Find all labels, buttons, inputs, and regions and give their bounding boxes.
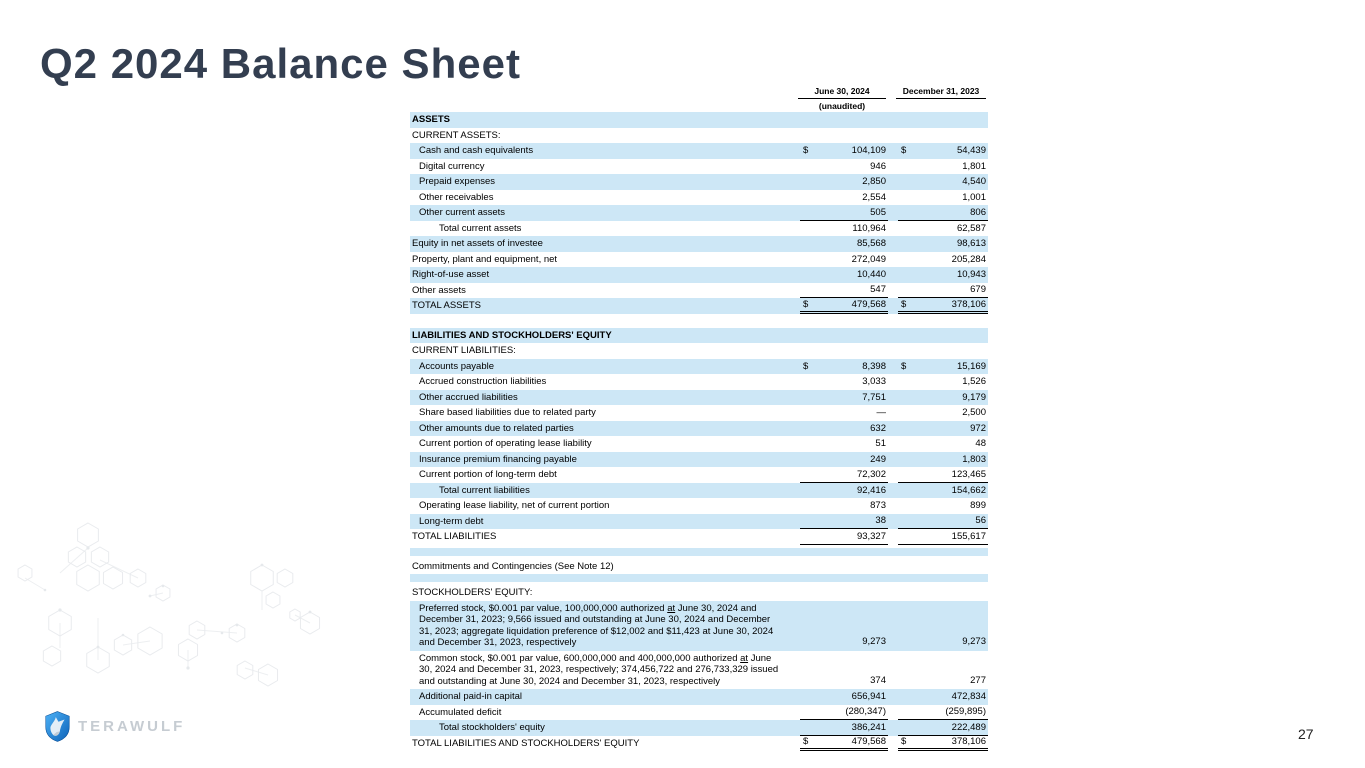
cell-value: 9,179 <box>962 391 986 403</box>
table-row <box>410 736 988 752</box>
subheader-row <box>410 100 988 112</box>
cell-value: 2,850 <box>862 176 886 187</box>
column-gap <box>888 720 898 736</box>
dollar-sign: $ <box>803 736 809 747</box>
value-cell <box>800 252 888 268</box>
column-gap <box>888 421 898 437</box>
cell-value: 123,465 <box>951 468 986 480</box>
value-cell <box>800 467 888 483</box>
value-cell <box>898 559 988 575</box>
table-row <box>410 221 988 237</box>
value-cell <box>800 359 888 375</box>
value-cell <box>800 405 888 421</box>
column-gap <box>888 159 898 175</box>
column-gap <box>888 267 898 283</box>
table-row <box>410 112 988 128</box>
row-label: Other assets <box>412 284 466 296</box>
page-number: 27 <box>1298 726 1314 742</box>
column-gap <box>888 514 898 530</box>
value-cell <box>898 498 988 514</box>
row-label: Operating lease liability, net of current portion <box>419 500 610 511</box>
cell-value: 92,416 <box>856 484 886 496</box>
row-label: Additional paid-in capital <box>419 691 522 702</box>
cell-value: 154,662 <box>951 484 986 496</box>
row-label: TOTAL LIABILITIES AND STOCKHOLDERS' EQUITY <box>412 737 640 749</box>
row-label: Preferred stock, $0.001 par value, 100,000,000 authorized at June 30, 2024 and December 31, 2023; 9,566 issued and outstanding at June 30, 2024 and December 31, 2023; aggregate liquidation preference of $12,002 and $11,423 at June 30, 2024 and December 31, 2023, respectively <box>419 602 774 648</box>
value-cell <box>898 653 988 688</box>
table-row <box>410 585 988 601</box>
cell-value: 48 <box>975 438 986 449</box>
dollar-sign: $ <box>803 298 809 310</box>
column-gap <box>888 174 898 190</box>
row-label: CURRENT LIABILITIES: <box>412 345 516 356</box>
column-gap <box>888 252 898 268</box>
value-cell <box>898 328 988 344</box>
cell-value: 10,943 <box>956 269 986 280</box>
value-cell <box>800 603 888 649</box>
cell-value: 1,803 <box>962 453 986 465</box>
table-row <box>410 252 988 268</box>
spacer-row <box>410 548 988 556</box>
cell-value: 378,106 <box>951 298 986 310</box>
value-cell <box>898 267 988 283</box>
value-cell <box>800 705 888 721</box>
dollar-sign: $ <box>901 145 907 156</box>
value-cell <box>800 112 888 128</box>
table-row <box>410 467 988 483</box>
cell-value: 9,273 <box>862 636 886 647</box>
dollar-sign: $ <box>803 145 809 156</box>
value-cell <box>898 514 988 530</box>
row-label: Current portion of long-term debt <box>419 469 557 480</box>
value-cell <box>898 112 988 128</box>
value-cell <box>800 298 888 314</box>
value-cell <box>800 343 888 359</box>
row-label: ASSETS <box>412 114 451 125</box>
row-label: Digital currency <box>419 160 485 172</box>
table-row <box>410 651 988 690</box>
cell-value: 54,439 <box>956 145 986 156</box>
value-cell <box>898 483 988 499</box>
row-label: Prepaid expenses <box>419 176 496 187</box>
column-header-june: June 30, 2024 <box>798 85 886 99</box>
row-label: Other accrued liabilities <box>419 391 518 403</box>
value-cell <box>800 374 888 390</box>
cell-value: 873 <box>870 500 886 511</box>
cell-value: 98,613 <box>956 238 986 249</box>
row-label: Long-term debt <box>419 515 484 527</box>
cell-value: — <box>876 407 886 418</box>
table-row <box>410 601 988 651</box>
value-cell <box>800 190 888 206</box>
cell-value: 946 <box>870 160 886 172</box>
value-cell <box>800 736 888 752</box>
table-row <box>410 298 988 314</box>
value-cell <box>800 267 888 283</box>
value-cell <box>898 205 988 221</box>
column-gap <box>888 559 898 575</box>
value-cell <box>898 298 988 314</box>
value-cell <box>800 514 888 530</box>
cell-value: 4,540 <box>962 176 986 187</box>
cell-value: 632 <box>870 422 886 434</box>
row-label: Insurance premium financing payable <box>419 453 577 465</box>
table-row <box>410 390 988 406</box>
value-cell <box>800 436 888 452</box>
table-row <box>410 405 988 421</box>
value-cell <box>898 374 988 390</box>
cell-value: 8,398 <box>862 360 886 372</box>
value-cell <box>800 221 888 237</box>
value-cell <box>898 159 988 175</box>
cell-value: 9,273 <box>962 636 986 647</box>
column-gap <box>888 359 898 375</box>
value-cell <box>800 585 888 601</box>
row-label: Share based liabilities due to related party <box>419 407 596 418</box>
value-cell <box>898 174 988 190</box>
value-cell <box>898 343 988 359</box>
table-row <box>410 343 988 359</box>
dollar-sign: $ <box>803 360 809 372</box>
column-gap <box>888 143 898 159</box>
column-header-december: December 31, 2023 <box>896 85 986 99</box>
value-cell <box>800 236 888 252</box>
column-gap <box>888 452 898 468</box>
table-row <box>410 483 988 499</box>
dollar-sign: $ <box>901 360 907 372</box>
table-row <box>410 514 988 530</box>
value-cell <box>800 159 888 175</box>
table-row <box>410 705 988 721</box>
cell-value: 806 <box>970 206 986 218</box>
table-row <box>410 143 988 159</box>
column-gap <box>888 705 898 721</box>
cell-value: 472,834 <box>951 691 986 702</box>
table-row <box>410 174 988 190</box>
column-gap <box>888 653 898 688</box>
value-cell <box>800 559 888 575</box>
row-label: CURRENT ASSETS: <box>412 129 501 141</box>
value-cell <box>898 405 988 421</box>
cell-value: 104,109 <box>851 145 886 156</box>
cell-value: 479,568 <box>851 298 886 310</box>
cell-value: 679 <box>970 284 986 295</box>
column-gap <box>888 328 898 344</box>
cell-value: 2,500 <box>962 407 986 418</box>
value-cell <box>800 498 888 514</box>
row-label: TOTAL LIABILITIES <box>412 531 497 542</box>
table-row <box>410 359 988 375</box>
column-gap <box>888 498 898 514</box>
row-label: STOCKHOLDERS' EQUITY: <box>412 587 533 598</box>
row-label: Other amounts due to related parties <box>419 422 574 434</box>
cell-value: 378,106 <box>951 736 986 747</box>
cell-value: 277 <box>970 674 986 686</box>
table-rows <box>410 112 988 751</box>
dollar-sign: $ <box>901 736 907 747</box>
value-cell <box>898 390 988 406</box>
cell-value: 62,587 <box>956 222 986 234</box>
value-cell <box>898 236 988 252</box>
cell-value: 249 <box>870 453 886 465</box>
cell-value: 85,568 <box>856 238 886 249</box>
value-cell <box>800 421 888 437</box>
value-cell <box>898 529 988 545</box>
table-row <box>410 559 988 575</box>
value-cell <box>800 143 888 159</box>
cell-value: 15,169 <box>956 360 986 372</box>
table-row <box>410 498 988 514</box>
column-gap <box>888 128 898 144</box>
value-cell <box>898 705 988 721</box>
row-label: Equity in net assets of investee <box>412 238 543 249</box>
cell-value: 51 <box>875 438 886 449</box>
cell-value: 3,033 <box>862 376 886 387</box>
row-label: TOTAL ASSETS <box>412 300 481 311</box>
column-gap <box>888 298 898 314</box>
cell-value: 547 <box>870 284 886 295</box>
row-label: Right-of-use asset <box>412 269 490 280</box>
value-cell <box>800 529 888 545</box>
row-label: LIABILITIES AND STOCKHOLDERS' EQUITY <box>412 329 612 341</box>
table-row <box>410 421 988 437</box>
row-label: Common stock, $0.001 par value, 600,000,000 and 400,000,000 authorized at June 30, 2024 and December 31, 2023, respectively; 374,456,722 and 276,733,329 issued and outstanding at June 30, 2024 and December 31, 2023, respectively <box>419 652 779 687</box>
value-cell <box>800 128 888 144</box>
table-row <box>410 328 988 344</box>
row-label: Total current assets <box>439 222 522 234</box>
cell-value: 155,617 <box>951 530 986 542</box>
table-row <box>410 205 988 221</box>
table-row <box>410 159 988 175</box>
value-cell <box>898 585 988 601</box>
value-cell <box>898 252 988 268</box>
value-cell <box>800 328 888 344</box>
table-row <box>410 374 988 390</box>
value-cell <box>898 736 988 752</box>
value-cell <box>898 467 988 483</box>
cell-value: 1,001 <box>962 191 986 203</box>
row-label: Total stockholders' equity <box>439 722 545 733</box>
table-row <box>410 436 988 452</box>
row-label: Current portion of operating lease liability <box>419 438 592 449</box>
value-cell <box>800 689 888 705</box>
row-label: Commitments and Contingencies (See Note 12) <box>412 560 614 572</box>
cell-value: 272,049 <box>851 253 886 265</box>
column-gap <box>888 343 898 359</box>
value-cell <box>898 603 988 649</box>
cell-value: 56 <box>975 515 986 526</box>
cell-value: 72,302 <box>856 468 886 480</box>
balance-sheet-table <box>410 85 988 751</box>
value-cell <box>898 421 988 437</box>
table-row <box>410 128 988 144</box>
page-title: Q2 2024 Balance Sheet <box>40 40 521 87</box>
value-cell <box>898 143 988 159</box>
column-gap <box>888 374 898 390</box>
value-cell <box>800 452 888 468</box>
value-cell <box>800 205 888 221</box>
value-cell <box>898 436 988 452</box>
cell-value: 1,526 <box>962 376 986 387</box>
value-cell <box>898 221 988 237</box>
column-gap <box>888 236 898 252</box>
column-gap <box>888 585 898 601</box>
table-row <box>410 267 988 283</box>
cell-value: 110,964 <box>852 222 886 234</box>
hex-pattern-decoration <box>0 478 372 710</box>
value-cell <box>898 190 988 206</box>
cell-value: 38 <box>875 515 886 526</box>
cell-value: (280,347) <box>845 706 886 717</box>
unaudited-label: (unaudited) <box>818 101 866 111</box>
value-cell <box>898 359 988 375</box>
cell-value: 10,440 <box>856 269 886 280</box>
dollar-sign: $ <box>901 298 907 310</box>
cell-value: 2,554 <box>862 191 886 203</box>
row-label: Total current liabilities <box>439 484 530 496</box>
cell-value: (259,895) <box>945 706 986 717</box>
column-gap <box>888 603 898 649</box>
column-gap <box>888 736 898 752</box>
column-gap <box>888 467 898 483</box>
table-row <box>410 529 988 545</box>
column-gap <box>888 221 898 237</box>
table-row <box>410 452 988 468</box>
row-label: Accumulated deficit <box>419 706 502 718</box>
spacer-row <box>410 574 988 582</box>
table-row <box>410 190 988 206</box>
value-cell <box>898 452 988 468</box>
value-cell <box>800 174 888 190</box>
value-cell <box>800 653 888 688</box>
row-label: Accrued construction liabilities <box>419 376 547 387</box>
terawulf-shield-icon <box>44 711 71 742</box>
terawulf-logo-text: TERAWULF <box>78 718 186 735</box>
cell-value: 1,801 <box>962 160 986 172</box>
row-label: Cash and cash equivalents <box>419 145 534 156</box>
cell-value: 656,941 <box>851 691 886 702</box>
column-gap <box>888 405 898 421</box>
terawulf-logo <box>44 711 185 742</box>
row-label: Property, plant and equipment, net <box>412 253 558 265</box>
row-label: Other current assets <box>419 207 506 218</box>
cell-value: 479,568 <box>851 736 886 747</box>
cell-value: 205,284 <box>951 253 986 265</box>
value-cell <box>898 689 988 705</box>
spacer-row <box>410 314 988 328</box>
column-gap <box>888 205 898 221</box>
column-gap <box>888 283 898 299</box>
value-cell <box>800 483 888 499</box>
column-gap <box>888 112 898 128</box>
cell-value: 899 <box>970 500 986 511</box>
column-gap <box>888 390 898 406</box>
cell-value: 972 <box>970 422 986 434</box>
cell-value: 7,751 <box>862 391 886 403</box>
cell-value: 93,327 <box>856 530 886 542</box>
cell-value: 505 <box>870 206 886 218</box>
column-headers <box>410 85 988 100</box>
table-row <box>410 236 988 252</box>
row-label: Other receivables <box>419 191 494 203</box>
value-cell <box>898 128 988 144</box>
column-gap <box>888 483 898 499</box>
column-gap <box>888 689 898 705</box>
column-gap <box>888 529 898 545</box>
value-cell <box>800 390 888 406</box>
cell-value: 386,241 <box>851 721 886 733</box>
cell-value: 222,489 <box>951 721 986 733</box>
table-row <box>410 689 988 705</box>
column-gap <box>888 436 898 452</box>
column-gap <box>888 190 898 206</box>
row-label: Accounts payable <box>419 360 494 372</box>
cell-value: 374 <box>870 674 886 686</box>
